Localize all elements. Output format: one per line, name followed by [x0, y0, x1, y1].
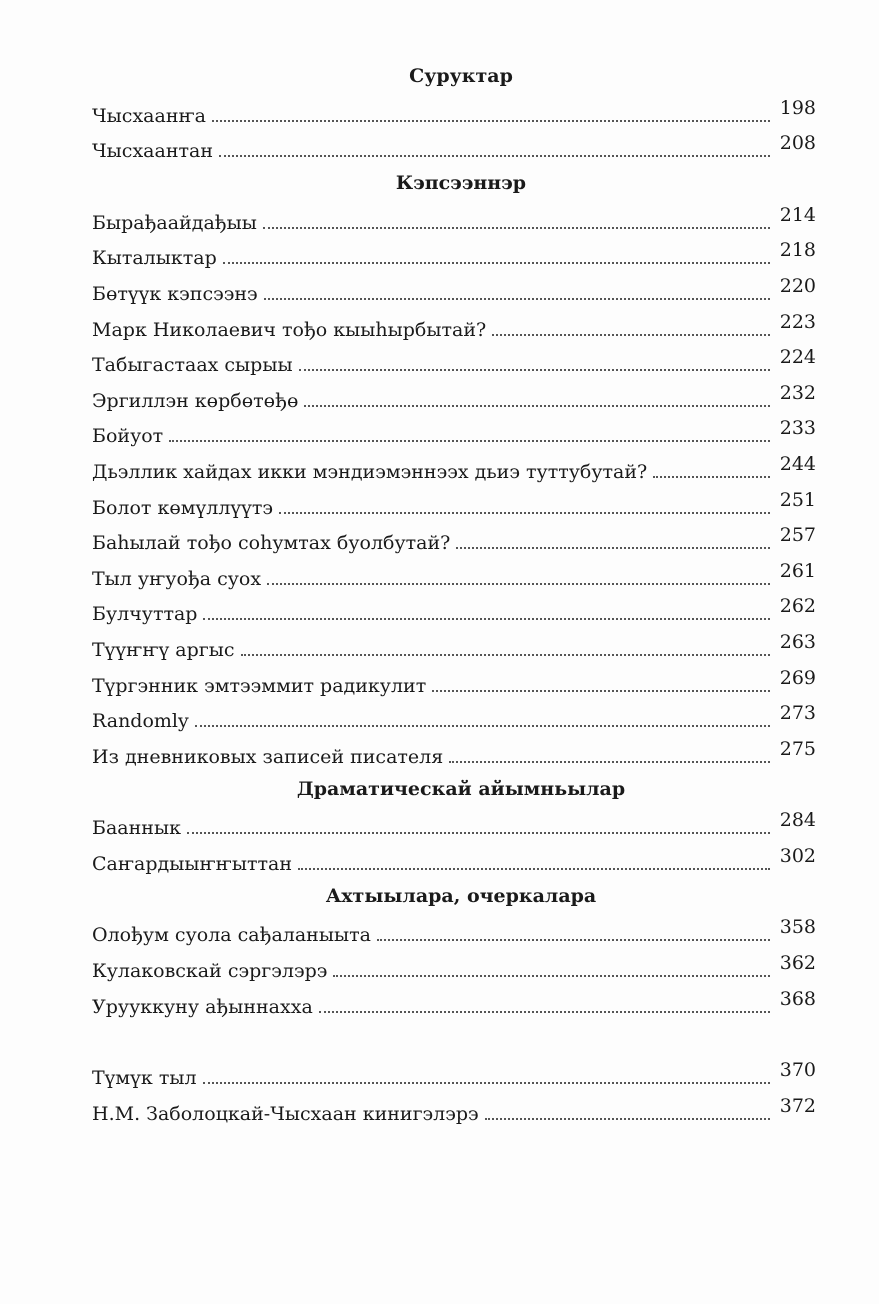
toc-entry-title: Олођум суола сађаланыыта	[92, 924, 371, 947]
toc-entry-page-number: 257	[779, 524, 816, 547]
toc-entry	[86, 700, 816, 736]
dot-leader	[485, 1118, 770, 1120]
dot-leader	[653, 476, 770, 478]
dot-leader	[219, 155, 770, 157]
toc-entry-title: Бойуот	[92, 425, 164, 448]
toc-entry-page-number: 220	[779, 274, 816, 297]
toc-entry	[86, 735, 816, 771]
toc-entry-title: Табыгастаах сырыы	[92, 354, 293, 377]
dot-leader	[264, 298, 770, 300]
dot-leader	[432, 690, 770, 692]
section-heading: Ахтыылара, очеркалара	[325, 884, 597, 907]
toc-entry	[86, 379, 816, 415]
toc-entry-page-number: 362	[779, 952, 816, 975]
toc-entry	[86, 94, 816, 130]
toc-entry-page-number: 218	[779, 239, 816, 262]
toc-entry-page-number: 198	[779, 96, 816, 119]
toc-entry-title: Түргэнник эмтээммит радикулит	[92, 674, 427, 697]
dot-leader	[333, 975, 770, 977]
toc-entry-title: Кулаковскай сэргэлэрэ	[92, 960, 328, 983]
dot-leader	[449, 761, 770, 763]
toc-entry-title: Саҥардыыҥҥыттан	[92, 852, 293, 875]
toc-entry	[86, 522, 816, 558]
toc-entry-page-number: 262	[779, 595, 816, 618]
toc-entry-title: Дьэллик хайдах икки мэндиэмэннээх дьиэ туттубутай?	[92, 460, 648, 483]
toc-entry-page-number: 284	[779, 809, 816, 832]
toc-entry	[86, 486, 816, 522]
spacer	[86, 1021, 816, 1057]
toc-entry-title: Н.М. Заболоцкай-Чысхаан кинигэлэрэ	[92, 1102, 479, 1125]
toc-entry	[86, 450, 816, 486]
toc-entry-page-number: 208	[779, 132, 816, 155]
dot-leader	[241, 654, 771, 656]
toc-entry	[86, 985, 816, 1021]
toc-entry-page-number: 275	[779, 737, 816, 760]
toc-entry-title: Баһылай тођо соһумтах буолбутай?	[92, 532, 451, 555]
toc-entry	[86, 628, 816, 664]
toc-entry-page-number: 269	[779, 666, 816, 689]
dot-leader	[298, 868, 770, 870]
toc-entry	[86, 1092, 816, 1128]
toc-entry-page-number: 223	[779, 310, 816, 333]
dot-leader	[304, 405, 770, 407]
toc-entry-page-number: 368	[779, 987, 816, 1010]
toc-entry-title: Эргиллэн көрбөтөђө	[92, 389, 299, 412]
toc-entry-page-number: 244	[779, 452, 816, 475]
toc-entry-title: Из дневниковых записей писателя	[92, 745, 444, 768]
toc-entry-title: Түмүк тыл	[92, 1067, 197, 1090]
dot-leader	[203, 618, 770, 620]
dot-leader	[169, 440, 770, 442]
toc-entry	[86, 1057, 816, 1093]
dot-leader	[319, 1011, 770, 1013]
toc-entry-title: Урууккуну ађыннахха	[92, 995, 313, 1018]
toc-entry-title: Болот көмүллүүтэ	[92, 496, 274, 519]
toc-entry	[86, 842, 816, 878]
toc-entry	[86, 415, 816, 451]
dot-leader	[223, 262, 770, 264]
dot-leader	[203, 1082, 770, 1084]
toc-entry-page-number: 251	[779, 488, 816, 511]
toc-entry	[86, 664, 816, 700]
dot-leader	[187, 832, 770, 834]
section-heading: Драматическай айымньылар	[296, 777, 626, 800]
toc-entry-title: Бырађаайдађыы	[92, 211, 257, 234]
toc-entry-page-number: 214	[779, 203, 816, 226]
dot-leader	[456, 547, 770, 549]
toc-entry-title: Чысхаанҥа	[92, 104, 206, 127]
toc-entry	[86, 593, 816, 629]
toc-entry-title: Бөтүүк кэпсээнэ	[92, 282, 258, 305]
toc-entry	[86, 344, 816, 380]
toc-entry-title: Марк Николаевич тођо кыыһырбытай?	[92, 318, 487, 341]
toc-entry	[86, 557, 816, 593]
toc-entry	[86, 201, 816, 237]
toc-entry-page-number: 261	[779, 559, 816, 582]
dot-leader	[492, 334, 770, 336]
toc-entry-title: Кыталыктар	[92, 247, 217, 270]
toc-entry-page-number: 263	[779, 630, 816, 653]
toc-entry	[86, 914, 816, 950]
dot-leader	[279, 512, 770, 514]
dot-leader	[299, 369, 770, 371]
toc-entry-page-number: 224	[779, 346, 816, 369]
table-of-contents	[86, 58, 816, 1128]
toc-entry-page-number: 370	[779, 1059, 816, 1082]
section-heading: Кэпсээннэр	[395, 172, 527, 195]
toc-entry-title: Түүҥҥү аргыс	[92, 638, 235, 661]
toc-entry	[86, 308, 816, 344]
dot-leader	[267, 583, 770, 585]
toc-entry	[86, 272, 816, 308]
toc-entry	[86, 237, 816, 273]
toc-entry	[86, 130, 816, 166]
toc-entry-title: Бааннык	[92, 817, 181, 840]
toc-entry-page-number: 372	[779, 1094, 816, 1117]
toc-entry-page-number: 302	[779, 844, 816, 867]
toc-entry-title: Булчуттар	[92, 603, 198, 626]
toc-entry	[86, 807, 816, 843]
dot-leader	[263, 227, 770, 229]
toc-entry-page-number: 233	[779, 417, 816, 440]
dot-leader	[377, 939, 770, 941]
toc-entry	[86, 949, 816, 985]
toc-entry-page-number: 358	[779, 916, 816, 939]
section-heading: Суруктар	[409, 65, 513, 87]
toc-entry-title: Randomly	[92, 710, 189, 733]
toc-entry-page-number: 232	[779, 381, 816, 404]
toc-entry-title: Тыл уҥуођа суох	[92, 567, 262, 590]
dot-leader	[195, 725, 770, 727]
toc-entry-page-number: 273	[779, 702, 816, 725]
dot-leader	[212, 120, 770, 122]
toc-entry-title: Чысхаантан	[92, 140, 213, 163]
